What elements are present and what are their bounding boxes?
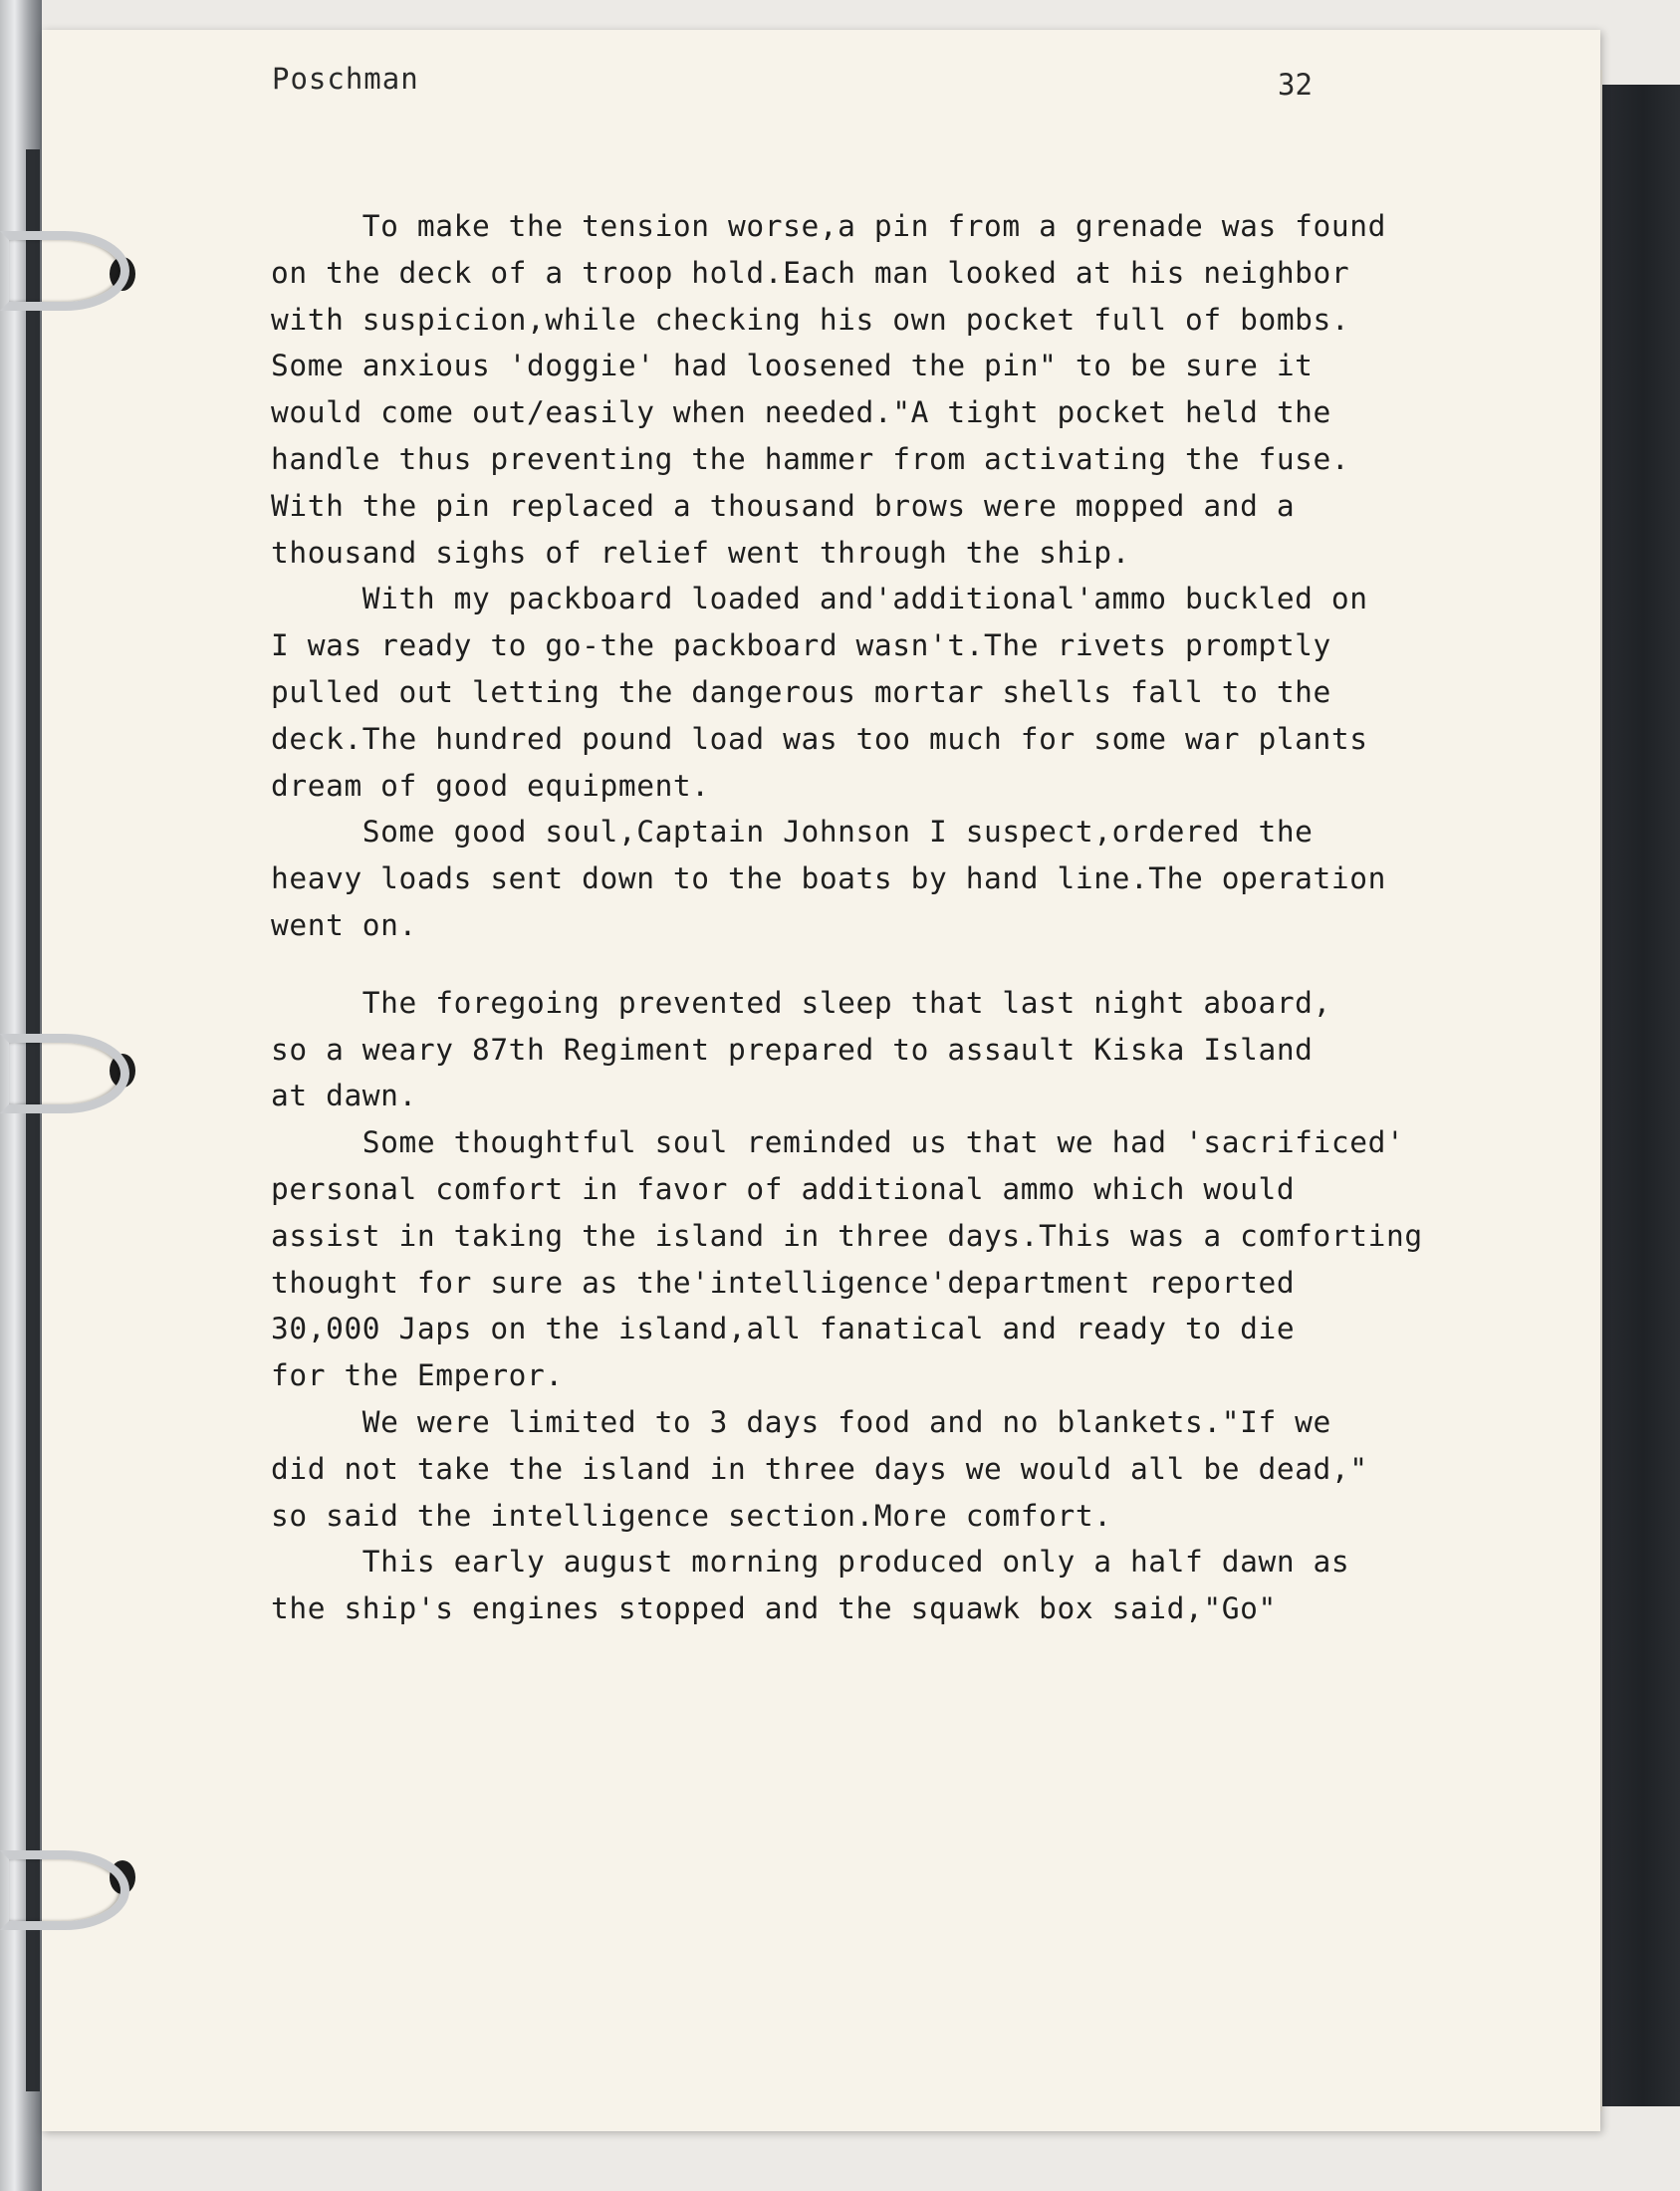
text-line: We were limited to 3 days food and no blankets."If we (271, 1404, 1331, 1439)
text-line: To make the tension worse,a pin from a grenade was found (271, 209, 1386, 243)
text-line: thousand sighs of relief went through the ship. (271, 535, 1130, 570)
text-line: personal comfort in favor of additional ammo which would (271, 1171, 1296, 1206)
text-line: so said the intelligence section.More comfort. (271, 1498, 1112, 1533)
text-line: at dawn. (271, 1079, 417, 1113)
text-line: With the pin replaced a thousand brows were mopped and a (271, 488, 1296, 523)
page-body (271, 203, 1426, 1632)
page-number: 32 (1278, 68, 1313, 102)
binder-ring-middle (0, 1034, 129, 1113)
text-line: pulled out letting the dangerous mortar shells fall to the (271, 674, 1331, 709)
text-line: for the Emperor. (271, 1358, 564, 1393)
text-line: The foregoing prevented sleep that last night aboard, (271, 985, 1331, 1020)
text-line: deck.The hundred pound load was too much for some war plants (271, 721, 1368, 756)
text-line: with suspicion,while checking his own pocket full of bombs. (271, 302, 1350, 337)
text-line: Some anxious 'doggie' had loosened the pin" to be sure it (271, 349, 1314, 383)
header-author-name: Poschman (272, 62, 419, 96)
text-line: This early august morning produced only a half dawn as (271, 1545, 1350, 1580)
binder-spine-shadow (26, 149, 40, 2091)
paragraph-gap (271, 949, 1426, 980)
text-line: handle thus preventing the hammer from activating the fuse. (271, 441, 1350, 476)
text-line: dream of good equipment. (271, 768, 710, 803)
binder-ring-bottom (0, 1850, 129, 1930)
text-line: did not take the island in three days we would all be dead," (271, 1451, 1368, 1486)
text-line: heavy loads sent down to the boats by hand line.The operation (271, 861, 1386, 896)
text-line: went on. (271, 907, 417, 942)
text-line: so a weary 87th Regiment prepared to assault Kiska Island (271, 1032, 1314, 1067)
text-line: Some thoughtful soul reminded us that we had 'sacrificed' (271, 1125, 1405, 1160)
text-line: I was ready to go-the packboard wasn't.The rivets promptly (271, 628, 1331, 663)
text-line: would come out/easily when needed."A tight pocket held the (271, 395, 1331, 430)
text-line: assist in taking the island in three days.This was a comforting (271, 1218, 1423, 1253)
text-line: With my packboard loaded and'additional'ammo buckled on (271, 582, 1368, 616)
binder-ring-top (0, 231, 129, 311)
text-line: on the deck of a troop hold.Each man looked at his neighbor (271, 255, 1350, 290)
text-line: 30,000 Japs on the island,all fanatical and ready to die (271, 1312, 1296, 1346)
text-line: the ship's engines stopped and the squawk box said,"Go" (271, 1591, 1277, 1626)
text-line: thought for sure as the'intelligence'department reported (271, 1265, 1296, 1300)
text-line: Some good soul,Captain Johnson I suspect,ordered the (271, 815, 1314, 850)
